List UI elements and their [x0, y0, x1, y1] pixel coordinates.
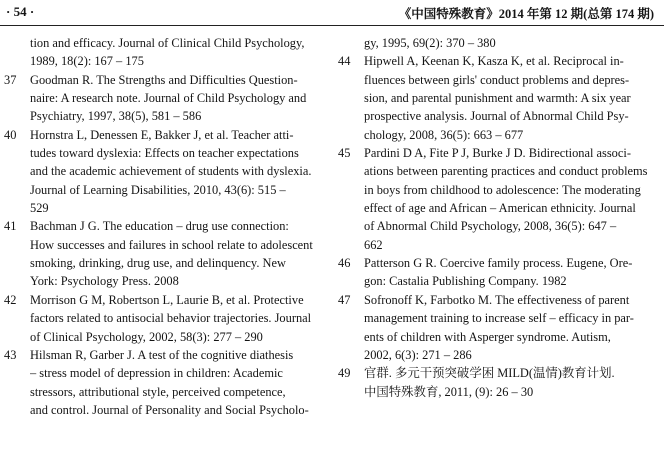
reference-text-line: of Clinical Psychology, 2002, 58(3): 277 – 290	[30, 329, 263, 344]
reference-text-line: Psychiatry, 1997, 38(5), 581 – 586	[30, 109, 202, 124]
reference-text-line: tudes toward dyslexia: Effects on teacher expectations	[30, 146, 299, 161]
reference-text-line: Morrison G M, Robertson L, Laurie B, et al. Protective	[30, 292, 304, 307]
reference-text-line: York: Psychology Press. 2008	[30, 274, 179, 289]
reference-text-line: ents of children with Asperger syndrome. Autism,	[364, 329, 611, 344]
reference-text-line: tion and efficacy. Journal of Clinical Child Psychology,	[30, 36, 305, 50]
reference-entry	[338, 144, 656, 254]
reference-text-line: in boys from childhood to adolescence: The moderating	[364, 182, 641, 197]
reference-text-line: Hipwell A, Keenan K, Kasza K, et al. Reciprocal in-	[364, 54, 624, 69]
reference-text-line: Journal of Learning Disabilities, 2010, 43(6): 515 –	[30, 182, 286, 197]
reference-entry	[338, 291, 656, 364]
reference-number: 45	[338, 146, 351, 161]
reference-entry	[4, 217, 322, 290]
reference-text-line: and control. Journal of Personality and Social Psycholo-	[30, 402, 309, 417]
page-number: · 54 ·	[6, 4, 35, 19]
reference-text-line: management training to increase self – efficacy in par-	[364, 311, 634, 326]
reference-text-line: chology, 2008, 36(5): 663 – 677	[364, 127, 524, 142]
reference-text-line: of Abnormal Child Psychology, 2008, 36(5): 647 –	[364, 219, 617, 234]
reference-text-line: factors related to antisocial behavior trajectories. Journal	[30, 311, 312, 326]
reference-text-line: gy, 1995, 69(2): 370 – 380	[364, 36, 496, 50]
reference-entry	[338, 364, 656, 401]
reference-entry	[4, 34, 322, 71]
reference-text-line: sion, and parental punishment and warmth: A six year	[364, 91, 631, 106]
reference-text-line: 中国特殊教育, 2011, (9): 26 – 30	[364, 384, 534, 399]
reference-text-line: Bachman J G. The education – drug use connection:	[30, 219, 289, 234]
reference-text-line: Goodman R. The Strengths and Difficulties Question-	[30, 72, 298, 87]
reference-number: 49	[338, 366, 351, 381]
reference-entry	[338, 34, 656, 52]
reference-number: 42	[4, 292, 17, 307]
reference-text-line: prospective analysis. Journal of Abnormal Child Psy-	[364, 109, 629, 124]
reference-text-line: Pardini D A, Fite P J, Burke J D. Bidirectional associ-	[364, 146, 631, 161]
header-rule	[0, 25, 664, 26]
reference-text-line: How successes and failures in school relate to adolescent	[30, 237, 313, 252]
reference-text-line: and the academic achievement of students with dyslexia.	[30, 164, 312, 179]
reference-entry	[4, 71, 322, 126]
reference-number: 44	[338, 54, 351, 69]
reference-text-line: 529	[30, 201, 49, 216]
reference-entry	[4, 126, 322, 218]
reference-text-line: fluences between girls' conduct problems and depres-	[364, 72, 630, 87]
reference-column-left	[4, 34, 322, 419]
reference-entry	[4, 346, 322, 419]
reference-entry	[338, 52, 656, 144]
reference-entry	[4, 291, 322, 346]
reference-text-line: smoking, drinking, drug use, and delinquency. New	[30, 256, 286, 271]
reference-number: 41	[4, 219, 17, 234]
reference-text-line: 662	[364, 237, 383, 252]
reference-text-line: ations between parenting practices and conduct problems	[364, 164, 648, 179]
reference-text-line: 2002, 6(3): 271 – 286	[364, 347, 472, 362]
reference-text-line: 官群. 多元干预突破学困 MILD(温情)教育计划.	[364, 366, 615, 381]
reference-number: 47	[338, 292, 351, 307]
reference-text-line: effect of age and African – American ethnicity. Journal	[364, 201, 636, 216]
reference-text-line: gon: Castalia Publishing Company. 1982	[364, 274, 567, 289]
journal-title: 《中国特殊教育》2014 年第 12 期(总第 174 期)	[398, 7, 654, 21]
reference-text-line: 1989, 18(2): 167 – 175	[30, 54, 144, 69]
reference-number: 46	[338, 256, 351, 271]
reference-text-line: stressors, attributional style, perceived competence,	[30, 384, 286, 399]
reference-text-line: Hornstra L, Denessen E, Bakker J, et al. Teacher atti-	[30, 127, 294, 142]
reference-text-line: Hilsman R, Garber J. A test of the cognitive diathesis	[30, 347, 294, 362]
reference-text-line: Patterson G R. Coercive family process. Eugene, Ore-	[364, 256, 633, 271]
reference-number: 37	[4, 72, 17, 87]
reference-column-right	[338, 34, 656, 401]
reference-entry	[338, 254, 656, 291]
reference-text-line: – stress model of depression in children: Academic	[30, 366, 283, 381]
reference-number: 40	[4, 127, 17, 142]
reference-number: 43	[4, 347, 17, 362]
reference-text-line: naire: A research note. Journal of Child Psychology and	[30, 91, 307, 106]
page-header	[0, 0, 664, 26]
reference-text-line: Sofronoff K, Farbotko M. The effectiveness of parent	[364, 292, 630, 307]
